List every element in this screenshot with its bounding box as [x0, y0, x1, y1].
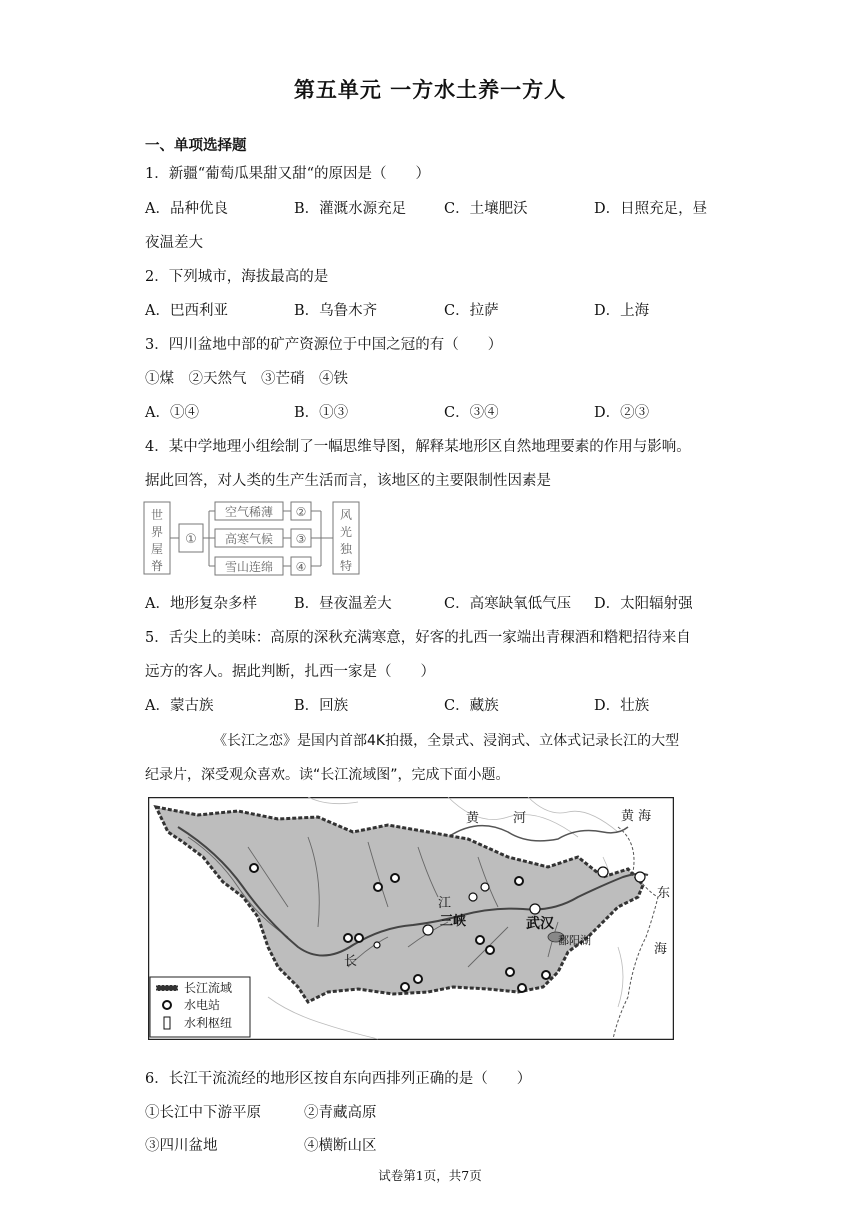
q4-stem-line1: 4．某中学地理小组绘制了一幅思维导图，解释某地形区自然地理要素的作用与影响。: [145, 439, 691, 455]
q4-option-b: B．昼夜温差大: [294, 596, 392, 612]
q4-stem-line2: 据此回答，对人类的生产生活而言，该地区的主要限制性因素是: [145, 473, 551, 489]
q4-left-char-4: 脊: [150, 559, 164, 573]
power-station-icon: [374, 883, 382, 891]
section-heading: 一、单项选择题: [145, 138, 247, 154]
legend-power-station-icon: [163, 1001, 171, 1009]
q4-num-2: ②: [295, 505, 307, 519]
q4-left-char-2: 界: [150, 525, 164, 539]
power-station-icon: [486, 946, 494, 954]
q5-option-c: C．藏族: [444, 698, 499, 714]
legend-power-label: 水电站: [184, 998, 221, 1012]
q1-option-c: C．土壤肥沃: [444, 201, 528, 217]
city-marker-icon: [635, 872, 645, 882]
q3-option-c: C．③④: [444, 405, 499, 421]
page-title: 第五单元 一方水土养一方人: [293, 78, 567, 102]
power-station-icon: [542, 971, 550, 979]
power-station-icon: [391, 874, 399, 882]
wuhan-marker-icon: [530, 904, 540, 914]
q6-item-2: ②青藏高原: [304, 1105, 377, 1121]
power-station-icon: [518, 984, 526, 992]
legend-hub-label: 水利枢纽: [184, 1016, 233, 1030]
q1-option-d: D．日照充足，昼: [594, 201, 708, 217]
q5-option-d: D．壮族: [594, 698, 650, 714]
q4-mid-3: 雪山连绵: [224, 560, 274, 574]
label-chang: 长: [344, 954, 358, 969]
city-marker-icon: [374, 942, 380, 948]
q2-stem: 2．下列城市，海拔最高的是: [145, 269, 329, 285]
city-marker-icon: [469, 893, 477, 901]
label-sanxia: 三峡: [440, 914, 467, 929]
page-footer: 试卷第1页，共7页: [378, 1168, 482, 1183]
q3-option-a: A．①④: [145, 405, 199, 421]
q5-option-b: B．回族: [294, 698, 349, 714]
q2-option-b: B．乌鲁木齐: [294, 303, 378, 319]
passage-line2: 纪录片，深受观众喜欢。读“长江流域图”，完成下面小题。: [145, 767, 510, 783]
q4-left-char-1: 世: [150, 508, 164, 522]
q6-stem: 6．长江干流流经的地形区按自东向西排列正确的是（ ）: [145, 1071, 532, 1087]
q1-option-a: A．品种优良: [145, 201, 228, 217]
q4-num-3: ③: [295, 532, 307, 546]
q4-end-char-2: 光: [339, 525, 353, 539]
q6-item-4: ④横断山区: [304, 1138, 377, 1154]
q4-end-char-3: 独: [339, 542, 353, 556]
q4-mind-map: [143, 500, 365, 578]
label-huanghai: 黄 海: [621, 809, 652, 824]
power-station-icon: [250, 864, 258, 872]
q1-option-d-cont: 夜温差大: [145, 235, 203, 251]
q6-item-3: ③四川盆地: [145, 1138, 218, 1154]
q4-circle-1: ①: [185, 532, 197, 547]
label-he: 河: [513, 811, 527, 826]
q4-mid-2: 高寒气候: [224, 532, 274, 546]
power-station-icon: [414, 975, 422, 983]
label-huang: 黄: [466, 811, 480, 826]
label-jiang: 江: [438, 896, 452, 911]
city-marker-icon: [423, 925, 433, 935]
q2-option-a: A．巴西利亚: [145, 303, 228, 319]
power-station-icon: [355, 934, 363, 942]
q4-num-4: ④: [295, 560, 307, 574]
passage-line1: 《长江之恋》是国内首部4K拍摄，全景式、浸润式、立体式记录长江的大型: [213, 733, 680, 749]
q6-item-1: ①长江中下游平原: [145, 1105, 261, 1121]
power-station-icon: [401, 983, 409, 991]
q5-option-a: A．蒙古族: [145, 698, 214, 714]
q4-end-char-1: 风: [339, 508, 353, 522]
q5-stem-line1: 5．舌尖上的美味：高原的深秋充满寒意，好客的扎西一家端出青稞酒和糌粑招待来自: [145, 630, 691, 646]
q5-stem-line2: 远方的客人。据此判断，扎西一家是（ ）: [145, 664, 435, 680]
city-marker-icon: [481, 883, 489, 891]
q4-end-char-4: 特: [339, 559, 353, 573]
q3-option-d: D．②③: [594, 405, 650, 421]
q4-option-a: A．地形复杂多样: [145, 596, 257, 612]
map-legend: [150, 977, 250, 1037]
label-poyang: 鄱阳湖: [558, 934, 591, 947]
q4-option-d: D．太阳辐射强: [594, 596, 693, 612]
label-dong: 东: [657, 886, 671, 901]
legend-hub-icon: [164, 1017, 170, 1029]
label-wuhan: 武汉: [526, 916, 554, 932]
q1-stem: 1．新疆“葡萄瓜果甜又甜“的原因是（ ）: [145, 166, 431, 182]
power-station-icon: [344, 934, 352, 942]
yangtze-basin-map: [148, 797, 674, 1040]
q4-mid-1: 空气稀薄: [224, 505, 274, 519]
legend-basin-label: 长江流域: [184, 981, 233, 995]
q3-stem: 3．四川盆地中部的矿产资源位于中国之冠的有（ ）: [145, 337, 503, 353]
city-marker-icon: [598, 867, 608, 877]
q4-option-c: C．高寒缺氧低气压: [444, 596, 572, 612]
power-station-icon: [476, 936, 484, 944]
q3-option-b: B．①③: [294, 405, 349, 421]
power-station-icon: [515, 877, 523, 885]
q2-option-c: C．拉萨: [444, 303, 499, 319]
q2-option-d: D．上海: [594, 303, 650, 319]
power-station-icon: [506, 968, 514, 976]
q3-items: ①煤 ②天然气 ③芒硝 ④铁: [145, 371, 348, 387]
q4-left-char-3: 屋: [150, 542, 164, 556]
label-hai: 海: [654, 942, 668, 957]
q1-option-b: B．灌溉水源充足: [294, 201, 407, 217]
